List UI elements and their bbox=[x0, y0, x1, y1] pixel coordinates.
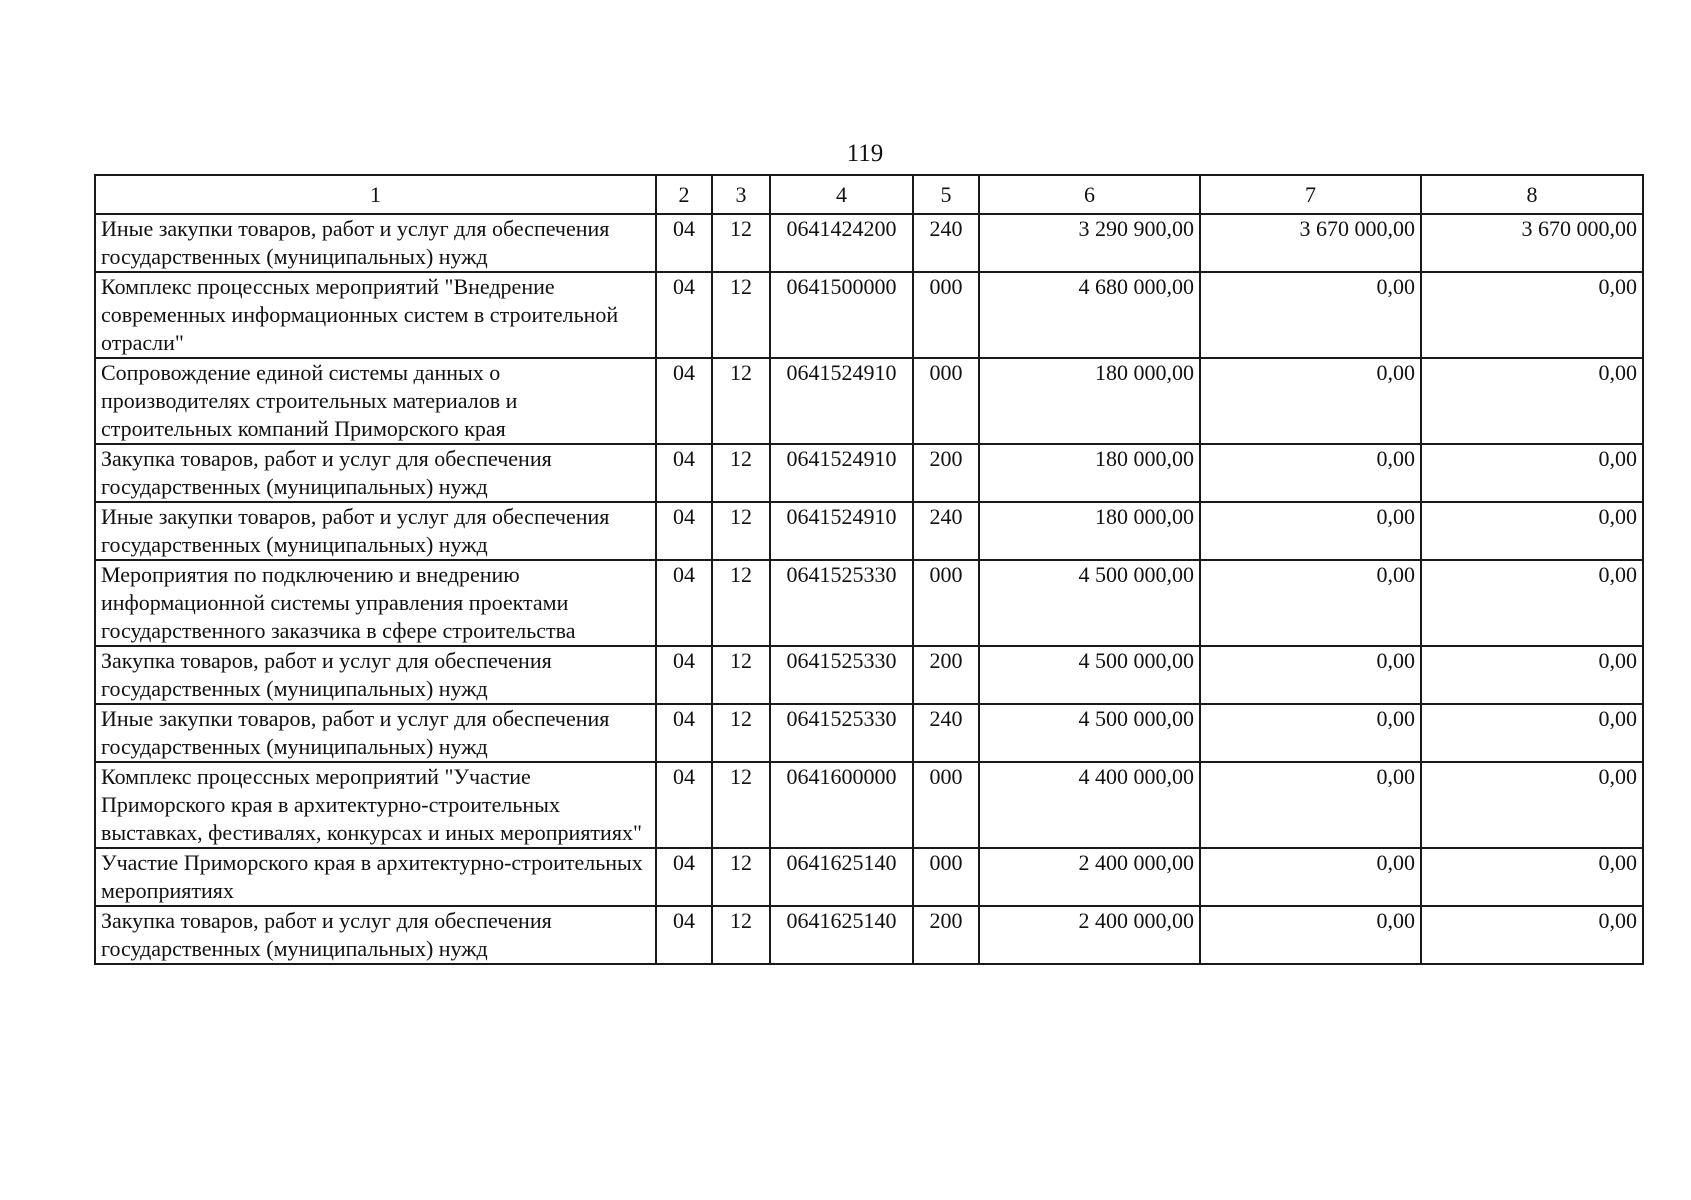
target-article-code: 0641524910 bbox=[770, 444, 913, 502]
row-name: Закупка товаров, работ и услуг для обеспечения государственных (муниципальных) нужд bbox=[95, 444, 656, 502]
row-name: Комплекс процессных мероприятий "Внедрение современных информационных систем в строительной отрасли" bbox=[95, 272, 656, 358]
amount-col8: 0,00 bbox=[1421, 560, 1643, 646]
target-article-code: 0641600000 bbox=[770, 762, 913, 848]
amount-col8: 0,00 bbox=[1421, 848, 1643, 906]
row-name: Сопровождение единой системы данных о производителях строительных материалов и строительных компаний Приморского края bbox=[95, 358, 656, 444]
expense-type-code: 000 bbox=[913, 848, 979, 906]
column-header: 5 bbox=[913, 175, 979, 214]
row-name: Закупка товаров, работ и услуг для обеспечения государственных (муниципальных) нужд bbox=[95, 646, 656, 704]
section-code: 04 bbox=[656, 272, 712, 358]
subsection-code: 12 bbox=[712, 762, 770, 848]
row-name: Мероприятия по подключению и внедрению информационной системы управления проектами государственного заказчика в сфере строительства bbox=[95, 560, 656, 646]
target-article-code: 0641424200 bbox=[770, 214, 913, 272]
target-article-code: 0641525330 bbox=[770, 646, 913, 704]
section-code: 04 bbox=[656, 762, 712, 848]
subsection-code: 12 bbox=[712, 502, 770, 560]
amount-col6: 2 400 000,00 bbox=[979, 848, 1200, 906]
amount-col7: 3 670 000,00 bbox=[1200, 214, 1421, 272]
column-header: 3 bbox=[712, 175, 770, 214]
amount-col7: 0,00 bbox=[1200, 704, 1421, 762]
amount-col7: 0,00 bbox=[1200, 272, 1421, 358]
subsection-code: 12 bbox=[712, 214, 770, 272]
section-code: 04 bbox=[656, 358, 712, 444]
expense-type-code: 000 bbox=[913, 762, 979, 848]
expense-type-code: 000 bbox=[913, 560, 979, 646]
target-article-code: 0641525330 bbox=[770, 560, 913, 646]
expense-type-code: 240 bbox=[913, 214, 979, 272]
amount-col7: 0,00 bbox=[1200, 444, 1421, 502]
column-header: 6 bbox=[979, 175, 1200, 214]
table-row bbox=[95, 762, 1643, 848]
amount-col6: 180 000,00 bbox=[979, 444, 1200, 502]
expense-type-code: 240 bbox=[913, 704, 979, 762]
amount-col8: 0,00 bbox=[1421, 646, 1643, 704]
section-code: 04 bbox=[656, 906, 712, 964]
subsection-code: 12 bbox=[712, 444, 770, 502]
table-row bbox=[95, 272, 1643, 358]
expense-type-code: 200 bbox=[913, 444, 979, 502]
amount-col6: 4 400 000,00 bbox=[979, 762, 1200, 848]
amount-col7: 0,00 bbox=[1200, 358, 1421, 444]
amount-col6: 2 400 000,00 bbox=[979, 906, 1200, 964]
target-article-code: 0641625140 bbox=[770, 906, 913, 964]
amount-col8: 0,00 bbox=[1421, 444, 1643, 502]
expense-type-code: 200 bbox=[913, 646, 979, 704]
table-row bbox=[95, 704, 1643, 762]
table-row bbox=[95, 906, 1643, 964]
column-header: 8 bbox=[1421, 175, 1643, 214]
subsection-code: 12 bbox=[712, 906, 770, 964]
amount-col6: 4 500 000,00 bbox=[979, 646, 1200, 704]
amount-col6: 180 000,00 bbox=[979, 358, 1200, 444]
row-name: Иные закупки товаров, работ и услуг для обеспечения государственных (муниципальных) нужд bbox=[95, 502, 656, 560]
table-row bbox=[95, 502, 1643, 560]
column-header: 7 bbox=[1200, 175, 1421, 214]
table-row bbox=[95, 646, 1643, 704]
table-row bbox=[95, 560, 1643, 646]
row-name: Участие Приморского края в архитектурно-строительных мероприятиях bbox=[95, 848, 656, 906]
table-row bbox=[95, 444, 1643, 502]
header-row bbox=[95, 175, 1643, 214]
amount-col8: 0,00 bbox=[1421, 704, 1643, 762]
section-code: 04 bbox=[656, 704, 712, 762]
table-row bbox=[95, 358, 1643, 444]
column-header: 1 bbox=[95, 175, 656, 214]
section-code: 04 bbox=[656, 646, 712, 704]
budget-table bbox=[94, 174, 1644, 965]
expense-type-code: 000 bbox=[913, 358, 979, 444]
column-header: 2 bbox=[656, 175, 712, 214]
subsection-code: 12 bbox=[712, 704, 770, 762]
section-code: 04 bbox=[656, 848, 712, 906]
section-code: 04 bbox=[656, 502, 712, 560]
amount-col6: 4 500 000,00 bbox=[979, 560, 1200, 646]
amount-col6: 4 680 000,00 bbox=[979, 272, 1200, 358]
table-row bbox=[95, 214, 1643, 272]
target-article-code: 0641500000 bbox=[770, 272, 913, 358]
amount-col6: 4 500 000,00 bbox=[979, 704, 1200, 762]
section-code: 04 bbox=[656, 560, 712, 646]
row-name: Комплекс процессных мероприятий "Участие Приморского края в архитектурно-строительных выставках, фестивалях, конкурсах и иных мероприятиях" bbox=[95, 762, 656, 848]
subsection-code: 12 bbox=[712, 358, 770, 444]
expense-type-code: 240 bbox=[913, 502, 979, 560]
section-code: 04 bbox=[656, 444, 712, 502]
row-name: Иные закупки товаров, работ и услуг для обеспечения государственных (муниципальных) нужд bbox=[95, 704, 656, 762]
subsection-code: 12 bbox=[712, 272, 770, 358]
target-article-code: 0641524910 bbox=[770, 358, 913, 444]
amount-col7: 0,00 bbox=[1200, 560, 1421, 646]
target-article-code: 0641525330 bbox=[770, 704, 913, 762]
amount-col8: 0,00 bbox=[1421, 762, 1643, 848]
amount-col7: 0,00 bbox=[1200, 646, 1421, 704]
amount-col8: 0,00 bbox=[1421, 502, 1643, 560]
amount-col6: 180 000,00 bbox=[979, 502, 1200, 560]
amount-col8: 0,00 bbox=[1421, 906, 1643, 964]
subsection-code: 12 bbox=[712, 560, 770, 646]
expense-type-code: 000 bbox=[913, 272, 979, 358]
amount-col8: 3 670 000,00 bbox=[1421, 214, 1643, 272]
subsection-code: 12 bbox=[712, 848, 770, 906]
amount-col7: 0,00 bbox=[1200, 502, 1421, 560]
subsection-code: 12 bbox=[712, 646, 770, 704]
target-article-code: 0641524910 bbox=[770, 502, 913, 560]
row-name: Закупка товаров, работ и услуг для обеспечения государственных (муниципальных) нужд bbox=[95, 906, 656, 964]
expense-type-code: 200 bbox=[913, 906, 979, 964]
row-name: Иные закупки товаров, работ и услуг для обеспечения государственных (муниципальных) нужд bbox=[95, 214, 656, 272]
section-code: 04 bbox=[656, 214, 712, 272]
target-article-code: 0641625140 bbox=[770, 848, 913, 906]
amount-col7: 0,00 bbox=[1200, 906, 1421, 964]
page-number: 119 bbox=[846, 140, 884, 167]
amount-col7: 0,00 bbox=[1200, 848, 1421, 906]
amount-col6: 3 290 900,00 bbox=[979, 214, 1200, 272]
table-row bbox=[95, 848, 1643, 906]
amount-col8: 0,00 bbox=[1421, 272, 1643, 358]
amount-col8: 0,00 bbox=[1421, 358, 1643, 444]
column-header: 4 bbox=[770, 175, 913, 214]
amount-col7: 0,00 bbox=[1200, 762, 1421, 848]
